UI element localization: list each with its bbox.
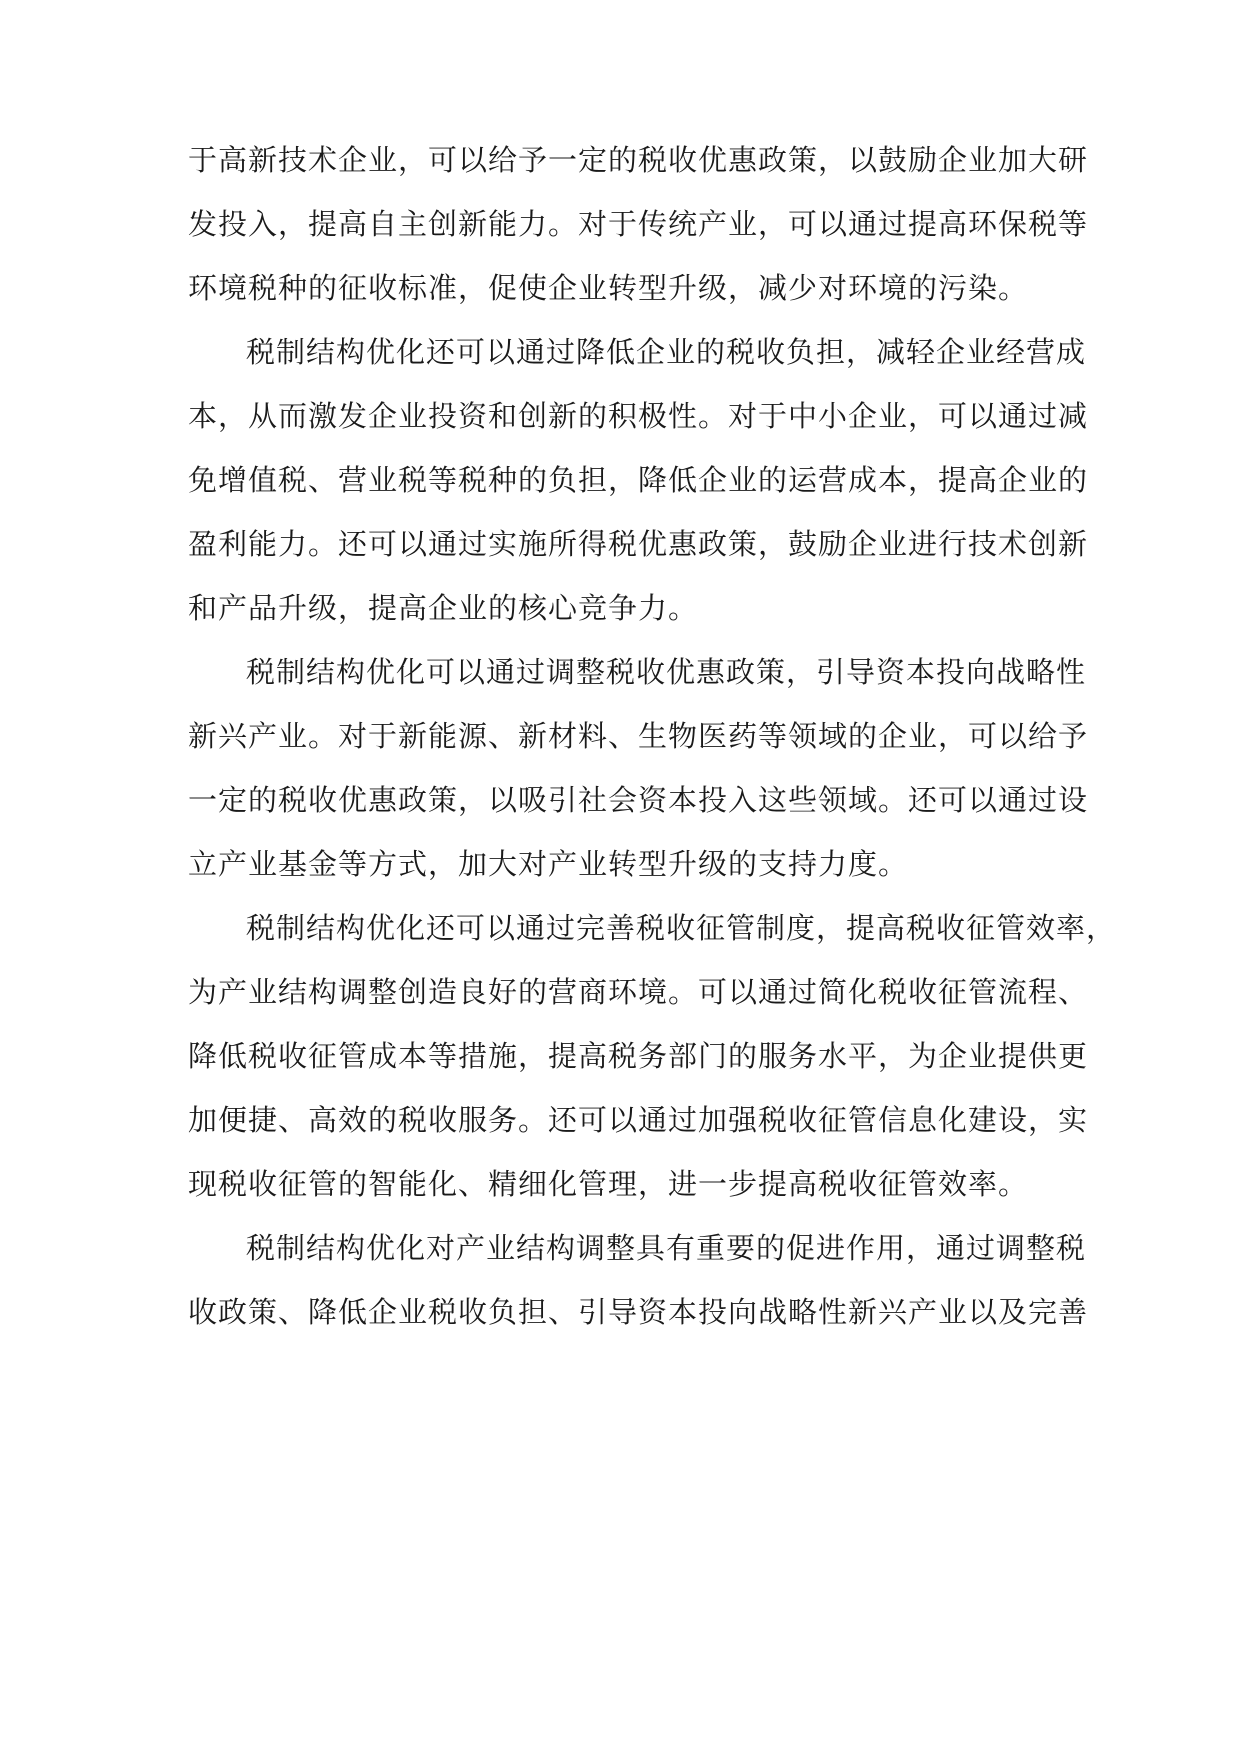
paragraph-5 bbox=[188, 1216, 1089, 1344]
text-line: 税制结构优化还可以通过降低企业的税收负担，减轻企业经营成 bbox=[246, 335, 1087, 369]
text-line: 盈利能力。还可以通过实施所得税优惠政策，鼓励企业进行技术创新 bbox=[188, 527, 1089, 561]
paragraph-4 bbox=[188, 896, 1117, 1216]
text-line: 降低税收征管成本等措施，提高税务部门的服务水平，为企业提供更 bbox=[188, 1039, 1089, 1073]
text-line: 税制结构优化还可以通过完善税收征管制度，提高税收征管效率， bbox=[246, 911, 1117, 945]
paragraph-2 bbox=[188, 320, 1089, 640]
text-line: 立产业基金等方式，加大对产业转型升级的支持力度。 bbox=[188, 847, 909, 881]
text-line: 和产品升级，提高企业的核心竞争力。 bbox=[188, 591, 699, 625]
paragraph-1 bbox=[188, 128, 1089, 320]
text-line: 新兴产业。对于新能源、新材料、生物医药等领域的企业，可以给予 bbox=[188, 719, 1089, 753]
text-line: 发投入，提高自主创新能力。对于传统产业，可以通过提高环保税等 bbox=[188, 207, 1089, 241]
paragraph-3 bbox=[188, 640, 1089, 896]
text-line: 收政策、降低企业税收负担、引导资本投向战略性新兴产业以及完善 bbox=[188, 1295, 1089, 1329]
text-line: 为产业结构调整创造良好的营商环境。可以通过简化税收征管流程、 bbox=[188, 975, 1089, 1009]
document-body bbox=[188, 128, 1117, 1344]
text-line: 税制结构优化可以通过调整税收优惠政策，引导资本投向战略性 bbox=[246, 655, 1087, 689]
text-line: 加便捷、高效的税收服务。还可以通过加强税收征管信息化建设，实 bbox=[188, 1103, 1089, 1137]
text-line: 免增值税、营业税等税种的负担，降低企业的运营成本，提高企业的 bbox=[188, 463, 1089, 497]
text-line: 环境税种的征收标准，促使企业转型升级，减少对环境的污染。 bbox=[188, 271, 1029, 305]
text-line: 于高新技术企业，可以给予一定的税收优惠政策，以鼓励企业加大研 bbox=[188, 143, 1089, 177]
text-line: 本，从而激发企业投资和创新的积极性。对于中小企业，可以通过减 bbox=[188, 399, 1089, 433]
text-line: 现税收征管的智能化、精细化管理，进一步提高税收征管效率。 bbox=[188, 1167, 1029, 1201]
text-line: 一定的税收优惠政策，以吸引社会资本投入这些领域。还可以通过设 bbox=[188, 783, 1089, 817]
text-line: 税制结构优化对产业结构调整具有重要的促进作用，通过调整税 bbox=[246, 1231, 1087, 1265]
